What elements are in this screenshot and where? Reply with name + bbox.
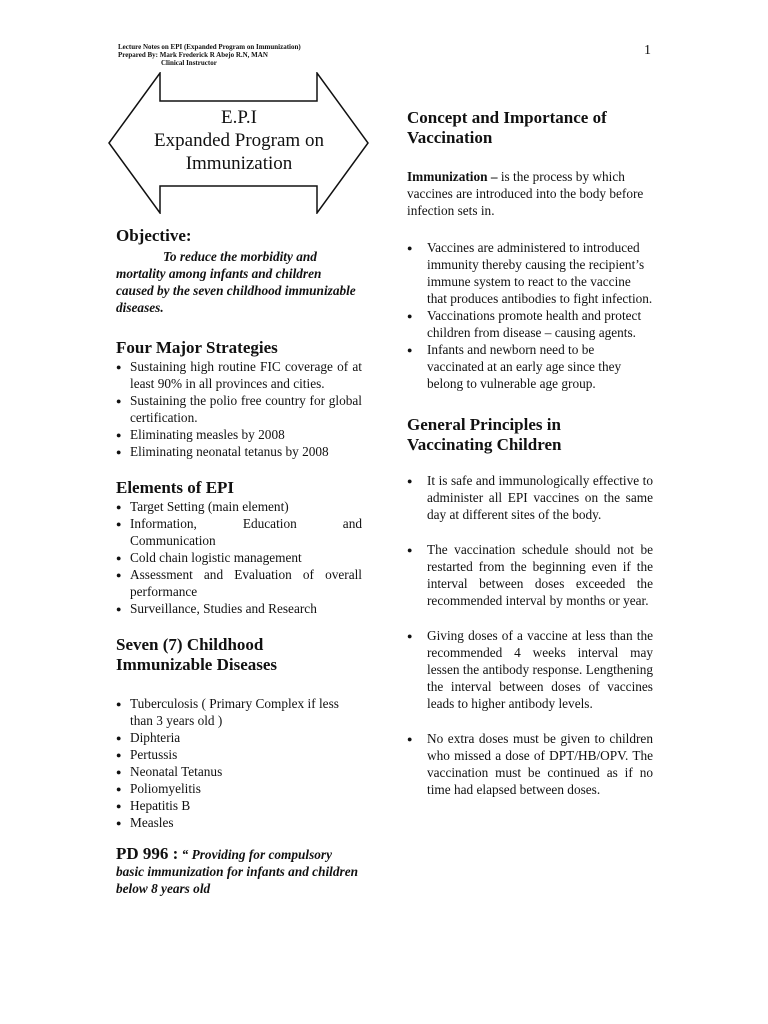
diseases-section xyxy=(116,635,362,831)
immunization-definition xyxy=(407,168,653,219)
list-item: ● Vaccinations promote health and protect children from disease – causing agents. xyxy=(407,307,653,341)
strategies-heading: Four Major Strategies xyxy=(116,338,278,357)
list-item: ● Sustaining high routine FIC coverage of at least 90% in all provinces and cities. xyxy=(116,358,362,392)
concept-list xyxy=(407,239,653,392)
list-item: ● Vaccines are administered to introduced immunity thereby causing the recipient’s immune system to react to the vaccine that produces antibodies to fight infection. xyxy=(407,239,653,307)
banner-line-1: E.P.I xyxy=(221,107,257,128)
diseases-heading-1: Seven (7) Childhood xyxy=(116,635,264,654)
list-item: ● Poliomyelitis xyxy=(116,780,362,797)
page-header xyxy=(118,43,301,67)
banner-line-2: Expanded Program on xyxy=(154,130,324,151)
list-item: ● Neonatal Tetanus xyxy=(116,763,362,780)
list-item: ● Measles xyxy=(116,814,362,831)
pd996-section xyxy=(116,845,362,897)
banner-line-3: Immunization xyxy=(185,153,293,174)
title-banner xyxy=(108,72,370,214)
pd996-text: “ Providing for compulsory basic immunization for infants and children below 8 years old xyxy=(116,847,358,896)
list-item: ● Giving doses of a vaccine at less than the recommended 4 weeks interval may lessen the antibody response. Lengthening the interval between doses of vaccines leads to higher antibody levels. xyxy=(407,627,653,712)
elements-list xyxy=(116,498,362,617)
objective-section xyxy=(116,226,362,316)
strategies-section xyxy=(116,338,362,460)
concept-section xyxy=(407,108,653,392)
objective-text xyxy=(116,248,362,316)
immunization-definition-text: is the process by which vaccines are introduced into the body before infection sets in. xyxy=(407,169,644,218)
diseases-heading-2: Immunizable Diseases xyxy=(116,655,278,674)
concept-heading-2: Vaccination xyxy=(407,128,493,147)
left-column xyxy=(116,226,362,897)
list-item: ● Hepatitis B xyxy=(116,797,362,814)
pd996-paragraph xyxy=(116,845,362,897)
list-item: ● Surveillance, Studies and Research xyxy=(116,600,362,617)
list-item: ● Cold chain logistic management xyxy=(116,549,362,566)
list-item: ● Pertussis xyxy=(116,746,362,763)
objective-heading: Objective: xyxy=(116,226,192,245)
banner-title xyxy=(108,106,370,175)
list-item: ● Diphteria xyxy=(116,729,362,746)
diseases-list xyxy=(116,695,362,831)
concept-heading-1: Concept and Importance of xyxy=(407,108,607,127)
list-item: ● Sustaining the polio free country for global certification. xyxy=(116,392,362,426)
list-item: ● No extra doses must be given to children who missed a dose of DPT/HB/OPV. The vaccination must be continued as if no time had elapsed between doses. xyxy=(407,730,653,798)
list-item: ● Eliminating measles by 2008 xyxy=(116,426,362,443)
objective-body: To reduce the morbidity and mortality among infants and children caused by the seven childhood immunizable diseases. xyxy=(116,249,356,315)
list-item: ● Assessment and Evaluation of overall performance xyxy=(116,566,362,600)
header-line-2: Prepared By: Mark Frederick R Abejo R.N, MAN xyxy=(118,51,268,59)
list-item: ● Eliminating neonatal tetanus by 2008 xyxy=(116,443,362,460)
pd996-label: PD 996 : xyxy=(116,844,179,863)
list-item: ● Tuberculosis ( Primary Complex if less than 3 years old ) xyxy=(116,695,362,729)
header-line-1: Lecture Notes on EPI (Expanded Program on Immunization) xyxy=(118,43,301,51)
principles-list xyxy=(407,472,653,798)
principles-section xyxy=(407,415,653,798)
list-item: ● The vaccination schedule should not be restarted from the beginning even if the interval between doses exceeded the recommended interval by months or year. xyxy=(407,541,653,609)
page-number: 1 xyxy=(644,43,651,58)
immunization-term: Immunization – xyxy=(407,169,498,184)
strategies-list xyxy=(116,358,362,460)
list-item: ● Infants and newborn need to be vaccinated at an early age since they belong to vulnerable age group. xyxy=(407,341,653,392)
list-item: ● Target Setting (main element) xyxy=(116,498,362,515)
elements-section xyxy=(116,478,362,617)
header-line-3: Clinical Instructor xyxy=(161,59,217,67)
principles-heading-1: General Principles in xyxy=(407,415,561,434)
right-column xyxy=(407,108,653,798)
principles-heading-2: Vaccinating Children xyxy=(407,435,562,454)
list-item: ● Information, Education and Communication xyxy=(116,515,362,549)
list-item: ● It is safe and immunologically effective to administer all EPI vaccines on the same day at different sites of the body. xyxy=(407,472,653,523)
elements-heading: Elements of EPI xyxy=(116,478,235,497)
